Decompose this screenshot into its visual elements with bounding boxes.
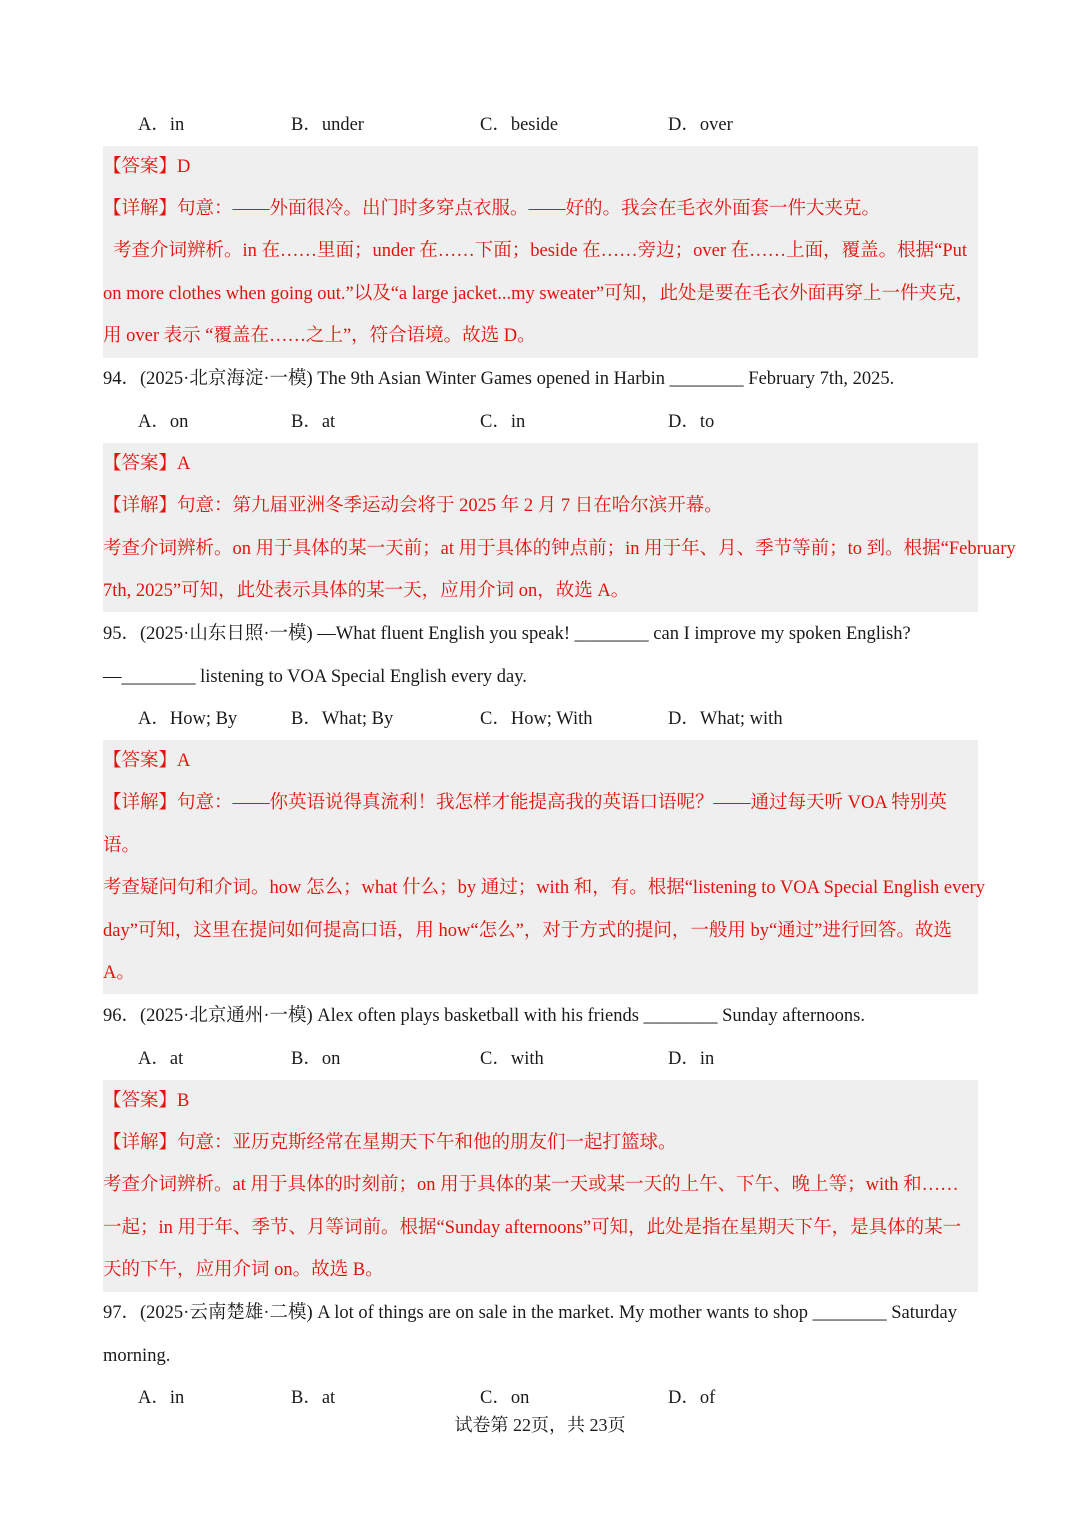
option-c: C．on (480, 1388, 530, 1408)
q95-answer-box (103, 740, 985, 994)
q93-answer-box (103, 146, 978, 358)
question-97: 97．(2025·云南楚雄·二模) A lot of things are on sale in the market. My mother wants to shop ________ Saturday (103, 1303, 957, 1323)
option-a: A．at (138, 1049, 184, 1069)
detail-line: day”可知，这里在提问如何提高口语，用 how“怎么”，对于方式的提问，一般用 by“通过”进行回答。故选 (103, 921, 952, 941)
option-c: C．with (480, 1049, 544, 1069)
option-c: C．in (480, 412, 526, 432)
option-d: D．to (668, 412, 715, 432)
answer-line: 【答案】A (103, 751, 191, 771)
detail-line: on more clothes when going out.”以及“a large jacket...my sweater”可知，此处是要在毛衣外面再穿上一件夹克， (103, 284, 975, 304)
option-c: C．beside (480, 115, 559, 135)
option-a: A．in (138, 1388, 185, 1408)
q96-answer-box (103, 1080, 978, 1292)
question-95: 95．(2025·山东日照·一模) —What fluent English you speak! ________ can I improve my spoken English? (103, 624, 911, 644)
question-97-line-2: morning. (103, 1346, 171, 1366)
detail-line: 7th, 2025”可知，此处表示具体的某一天，应用介词 on，故选 A。 (103, 581, 630, 601)
detail-line: 【详解】句意：第九届亚洲冬季运动会将于 2025 年 2 月 7 日在哈尔滨开幕。 (103, 496, 723, 516)
question-95-line-2: —________ listening to VOA Special English every day. (103, 667, 527, 687)
option-b: B．at (291, 1388, 336, 1408)
detail-line: 天的下午，应用介词 on。故选 B。 (103, 1260, 384, 1280)
q93-options (0, 104, 900, 146)
option-b: B．under (291, 115, 364, 135)
q95-options (0, 698, 900, 740)
option-a: A．on (138, 412, 189, 432)
q96-options (0, 1038, 900, 1080)
answer-line: 【答案】B (103, 1091, 190, 1111)
detail-line: 考查介词辨析。on 用于具体的某一天前；at 用于具体的钟点前；in 用于年、月、季节等前；to 到。根据“February (103, 539, 1016, 559)
q94-answer-box (103, 443, 1016, 612)
option-d: D．of (668, 1388, 716, 1408)
option-d: D．What; with (668, 709, 783, 729)
detail-line: 【详解】句意：——外面很冷。出门时多穿点衣服。——好的。我会在毛衣外面套一件大夹克。 (103, 199, 881, 219)
detail-line: 【详解】句意：——你英语说得真流利！我怎样才能提高我的英语口语呢？——通过每天听 VOA 特别英 (103, 793, 947, 813)
option-b: B．on (291, 1049, 341, 1069)
detail-line: 一起；in 用于年、季节、月等词前。根据“Sunday afternoons”可知，此处是指在星期天下午，是具体的某一 (103, 1218, 962, 1238)
page-footer: 试卷第 22页，共 23页 (454, 1415, 626, 1435)
detail-line: 【详解】句意：亚历克斯经常在星期天下午和他的朋友们一起打篮球。 (103, 1133, 677, 1153)
option-a: A．How; By (138, 709, 238, 729)
detail-line: A。 (103, 963, 135, 983)
detail-line: 考查介词辨析。in 在……里面；under 在……下面；beside 在……旁边；over 在……上面，覆盖。根据“Put (113, 241, 968, 261)
option-b: B．at (291, 412, 336, 432)
detail-line: 考查疑问句和介词。how 怎么；what 什么；by 通过；with 和，有。根据“listening to VOA Special English every (103, 878, 985, 898)
answer-line: 【答案】A (103, 454, 191, 474)
question-94: 94．(2025·北京海淀·一模) The 9th Asian Winter Games opened in Harbin ________ February 7th, 2025. (103, 369, 895, 389)
option-d: D．in (668, 1049, 715, 1069)
detail-line: 用 over 表示 “覆盖在……之上”，符合语境。故选 D。 (103, 326, 536, 346)
q94-options (0, 401, 900, 443)
answer-line: 【答案】D (103, 157, 191, 177)
detail-line: 考查介词辨析。at 用于具体的时刻前；on 用于具体的某一天或某一天的上午、下午、晚上等；with 和…… (103, 1175, 959, 1195)
option-c: C．How; With (480, 709, 593, 729)
option-a: A．in (138, 115, 185, 135)
detail-line: 语。 (103, 836, 141, 856)
question-96: 96．(2025·北京通州·一模) Alex often plays basketball with his friends ________ Sunday afternoons. (103, 1006, 865, 1026)
option-d: D．over (668, 115, 733, 135)
option-b: B．What; By (291, 709, 394, 729)
